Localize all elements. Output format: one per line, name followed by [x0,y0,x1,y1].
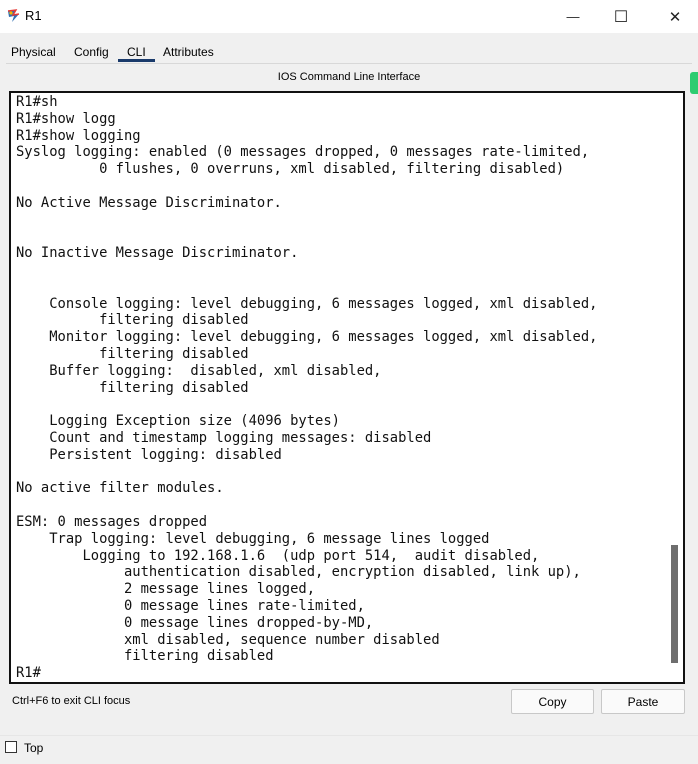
tab-physical[interactable]: Physical [11,45,56,59]
copy-button[interactable]: Copy [511,689,594,714]
tab-config[interactable]: Config [74,45,109,59]
title-bar [0,0,698,33]
close-icon: ✕ [668,8,682,26]
terminal-output[interactable]: R1#sh R1#show logg R1#show logging Syslog logging: enabled (0 messages dropped, 0 messages rate-limited, 0 flushes, 0 overruns, xml disabled, filtering disabled) No Active Message Discriminator. No Inactive Message Discriminator. Console logging: level debugging, 6 messages logged, xml disabled, filtering disabled Monitor logging: level debugging, 6 messages logged, xml disabled, filtering disabled Buffer logging: disabled, xml disabled, filtering disabled Logging Exception size (4096 bytes) Count and timestamp logging messages: disabled Persistent logging: disabled No active filter modules. ESM: 0 messages dropped Trap logging: level debugging, 6 message lines logged Logging to 192.168.1.6 (udp port 514, audit disabled, authentication disabled, encryption disabled, link up), 2 message lines logged, 0 message lines rate-limited, 0 message lines dropped-by-MD, xml disabled, sequence number disabled filtering disabled R1# [16,94,598,682]
cli-header: IOS Command Line Interface [277,71,421,83]
router-device-icon [7,9,21,23]
minimize-button[interactable] [550,0,596,33]
tab-cli[interactable]: CLI [127,45,146,59]
top-checkbox[interactable] [5,741,17,753]
maximize-icon: ☐ [613,8,629,26]
tab-attributes[interactable]: Attributes [163,45,214,59]
side-panel-handle[interactable] [690,72,698,94]
top-checkbox-label: Top [24,741,44,755]
scrollbar-thumb[interactable] [671,545,678,663]
window-title: R1 [25,8,42,23]
maximize-button[interactable] [598,0,644,33]
tab-bar [0,33,698,63]
active-tab-indicator [118,59,155,62]
close-button[interactable] [652,0,698,33]
tab-divider [6,63,692,64]
minimize-icon: — [566,9,580,24]
paste-button[interactable]: Paste [601,689,685,714]
focus-hint: Ctrl+F6 to exit CLI focus [12,695,131,707]
footer-divider [0,735,698,736]
cli-terminal[interactable] [9,91,685,684]
